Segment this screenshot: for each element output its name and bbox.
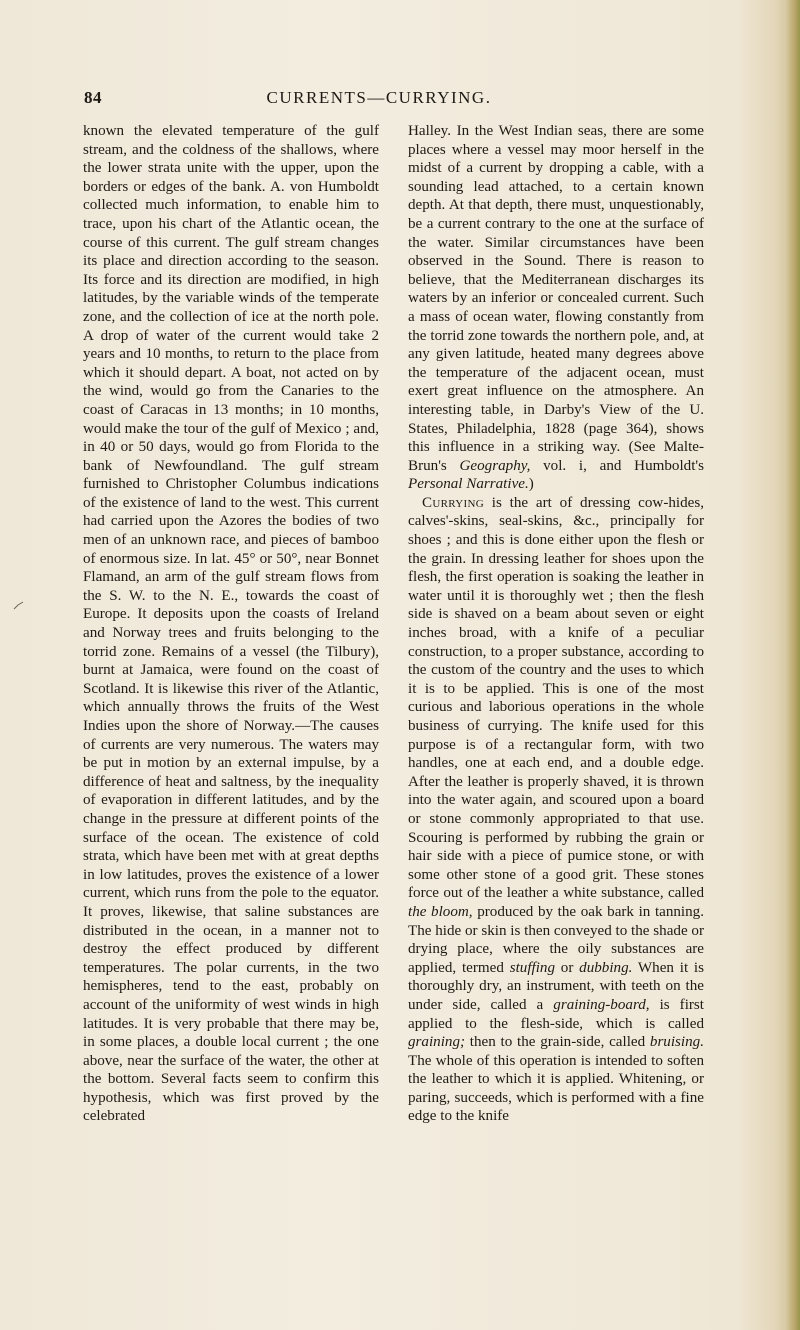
italic-title: Geography, (459, 457, 531, 474)
italic-term: graining-board, (553, 996, 650, 1013)
paragraph-text: The whole of this operation is intended to soften the leather to which it is applied. Whitening, or paring, succeeds, which is performed with a fine edge to the knife (408, 1052, 704, 1125)
paragraph-text: then to the grain-side, called (465, 1034, 650, 1051)
italic-term: stuffing (509, 959, 555, 976)
paragraph-text: is first applied to the flesh-side, which is called (408, 996, 705, 1032)
body-paragraph: known the elevated temperature of the gulf stream, and the coldness of the shallows, where the lower strata unite with the upper, upon the borders or edges of the bank. A. von Humboldt collected much information, to enable him to trace, upon his chart of the Atlantic ocean, the course of this current. The gulf stream changes its place and direction according to the season. Its force and its direction are modified, in high latitudes, by the variable winds of the temperate zone, and the collection of ice at the north pole. A drop of water of the current would take 2 years and 10 months, to return to the place from which it should depart. A boat, not acted on by the wind, would go from the Canaries to the coast of Caracas in 13 months; in 10 months, would make the tour of the gulf of Mexico ; and, in 40 or 50 days, would go from Florida to the bank of Newfoundland. The gulf stream furnished to Christopher Columbus indications of the existence of land to the west. This current had carried upon the Azores the bodies of two men of an unknown race, and pieces of bamboo of enormous size. In lat. 45° or 50°, near Bonnet Flamand, an arm of the gulf stream flows from the S. W. to the N. E., towards the coast of Europe. It deposits upon the coasts of Ireland and Norway trees and fruits belonging to the torrid zone. Remains of a vessel (the Tilbury), burnt at Jamaica, were found on the coast of Scotland. It is likewise this river of the Atlantic, which annually throws the fruits of the West Indies upon the shore of Norway.—The causes of currents are very numerous. The waters may be put in motion by an external impulse, by a difference of heat and saltness, by the inequality of evaporation in different latitudes, and by the change in the pressure at different points of the surface of the ocean. The existence of cold strata, which have been met with at great depths in low latitudes, proves the existence of a lower current, which runs from the pole to the equator. It proves, likewise, that saline substances are distributed in the ocean, in a manner not to destroy the effect produced by different temperatures. The polar currents, in the two hemispheres, tend to the east, probably on account of the uniformity of west winds in high latitudes. It is very probable that there may be, in some places, a double local current ; the one above, near the surface of the water, the other at the bottom. Several facts seem to confirm this hypothesis, which was first proved by the celebrated (83, 123, 379, 1125)
italic-term: dubbing. (579, 959, 633, 976)
paragraph-text: is the art of dressing cow-hides, calves'-skins, seal-skins, &c., principally for shoes ; and this is done either upon the flesh or the grain. In dressing leather for shoes upon the flesh, the first operation is soaking the leather in water until it is thoroughly wet ; then the flesh side is shaved on a beam about seven or eight inches broad, with a knife of a peculiar construction, to a proper substance, according to the custom of the country and the uses to which it is to be applied. This is one of the most curious and laborious operations in the whole business of currying. The knife used for this purpose is of a rectangular form, with two handles, one at each end, and a double edge. After the leather is properly shaved, it is thrown into the water again, and scoured upon a board or stone commonly appropriated to that use. Scouring is performed by rubbing the grain or hair side with a piece of pumice stone, or with some other stone of a good grit. These stones force out of the leather a white substance, called (408, 494, 704, 902)
running-head: CURRENTS—CURRYING. (266, 88, 492, 107)
entry-headword: Currying (422, 494, 484, 511)
margin-check-mark (12, 600, 26, 614)
page-header (84, 88, 674, 110)
paragraph-text: or (555, 959, 580, 976)
paragraph-text: produced by the oak bark in tanning. The hide or skin is then conveyed to the shade or drying place, where the oily substances are applied, termed (408, 903, 704, 976)
body-paragraph (408, 122, 704, 494)
italic-term: the bloom, (408, 903, 473, 920)
italic-title: Personal Narrative. (408, 476, 529, 493)
italic-term: graining; (408, 1034, 466, 1051)
page-edge-shadow (786, 0, 800, 1330)
paragraph-text: ) (528, 476, 534, 493)
paragraph-text: When it is thoroughly dry, an instrument, with teeth on the under side, called a (408, 959, 705, 1013)
entry-currying (408, 494, 704, 1126)
right-column (408, 122, 704, 1126)
left-column (83, 122, 379, 1126)
paragraph-text: Halley. In the West Indian seas, there are some places where a vessel may moor herself in the midst of a current by dropping a cable, with a sounding lead attached, to a certain known depth. At that depth, there must, unquestionably, be a current contrary to the one at the surface of the water. Similar circumstances have been observed in the Sound. There is reason to believe, that the Mediterranean discharges its waters by an inferior or concealed current. Such a mass of ocean water, flowing constantly from the torrid zone towards the northern pole, and, at any given latitude, heated many degrees above the temperature of the adjacent ocean, must exert great influence on the atmosphere. An interesting table, in Darby's View of the U. States, Philadelphia, 1828 (page 364), shows this influence in a striking way. (See Malte-Brun's (408, 123, 704, 474)
paragraph-text: vol. i, and Humboldt's (530, 457, 704, 474)
page-number: 84 (84, 88, 102, 107)
italic-term: bruising. (649, 1034, 704, 1051)
